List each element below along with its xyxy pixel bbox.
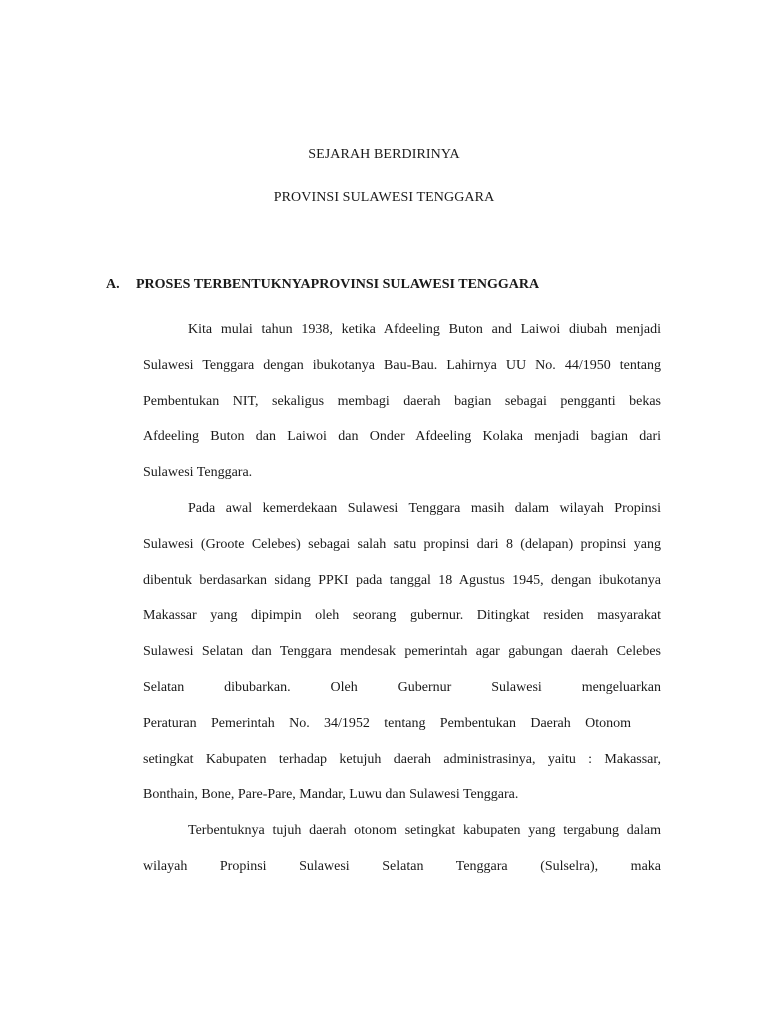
paragraph-line: Sulawesi Selatan dan Tenggara mendesak pemerintah agar gabungan daerah Celebes: [143, 644, 661, 660]
paragraph-line: Terbentuknya tujuh daerah otonom setingkat kabupaten yang tergabung dalam: [188, 823, 661, 839]
paragraph-line: Kita mulai tahun 1938, ketika Afdeeling Buton and Laiwoi diubah menjadi: [188, 322, 661, 337]
document-title: SEJARAH BERDIRINYA: [308, 147, 460, 162]
paragraph-3: [143, 813, 661, 885]
paragraph-line: dibentuk berdasarkan sidang PPKI pada tanggal 18 Agustus 1945, dengan ibukotanya: [143, 572, 661, 588]
paragraph-line: Afdeeling Buton dan Laiwoi dan Onder Afdeeling Kolaka menjadi bagian dari: [143, 429, 661, 445]
paragraph-1: [143, 312, 661, 491]
section-marker: A.: [106, 277, 120, 292]
paragraph-line: Makassar yang dipimpin oleh seorang gubernur. Ditingkat residen masyarakat: [143, 608, 661, 624]
paragraph-line: Sulawesi Tenggara dengan ibukotanya Bau-Bau. Lahirnya UU No. 44/1950 tentang: [143, 357, 661, 373]
paragraph-line: Peraturan Pemerintah No. 34/1952 tentang Pembentukan Daerah Otonom: [143, 715, 631, 731]
body-text: [143, 312, 661, 885]
section-heading: [106, 277, 666, 293]
paragraph-line: Pembentukan NIT, sekaligus membagi daerah bagian sebagai pengganti bekas: [143, 393, 661, 409]
paragraph-line: Sulawesi (Groote Celebes) sebagai salah satu propinsi dari 8 (delapan) propinsi yang: [143, 536, 661, 552]
paragraph-line: Sulawesi Tenggara.: [143, 465, 253, 481]
paragraph-2: [143, 491, 661, 813]
paragraph-line: Selatan dibubarkan. Oleh Gubernur Sulawesi mengeluarkan: [143, 679, 661, 695]
paragraph-line: Bonthain, Bone, Pare-Pare, Mandar, Luwu dan Sulawesi Tenggara.: [143, 787, 519, 803]
paragraph-line: wilayah Propinsi Sulawesi Selatan Tenggara (Sulselra), maka: [143, 858, 661, 874]
paragraph-line: setingkat Kabupaten terhadap ketujuh daerah administrasinya, yaitu : Makassar,: [143, 751, 661, 767]
paragraph-line: Pada awal kemerdekaan Sulawesi Tenggara masih dalam wilayah Propinsi: [188, 500, 661, 516]
section-heading-text: PROSES TERBENTUKNYAPROVINSI SULAWESI TENGGARA: [136, 277, 540, 292]
document-subtitle: PROVINSI SULAWESI TENGGARA: [273, 190, 495, 205]
